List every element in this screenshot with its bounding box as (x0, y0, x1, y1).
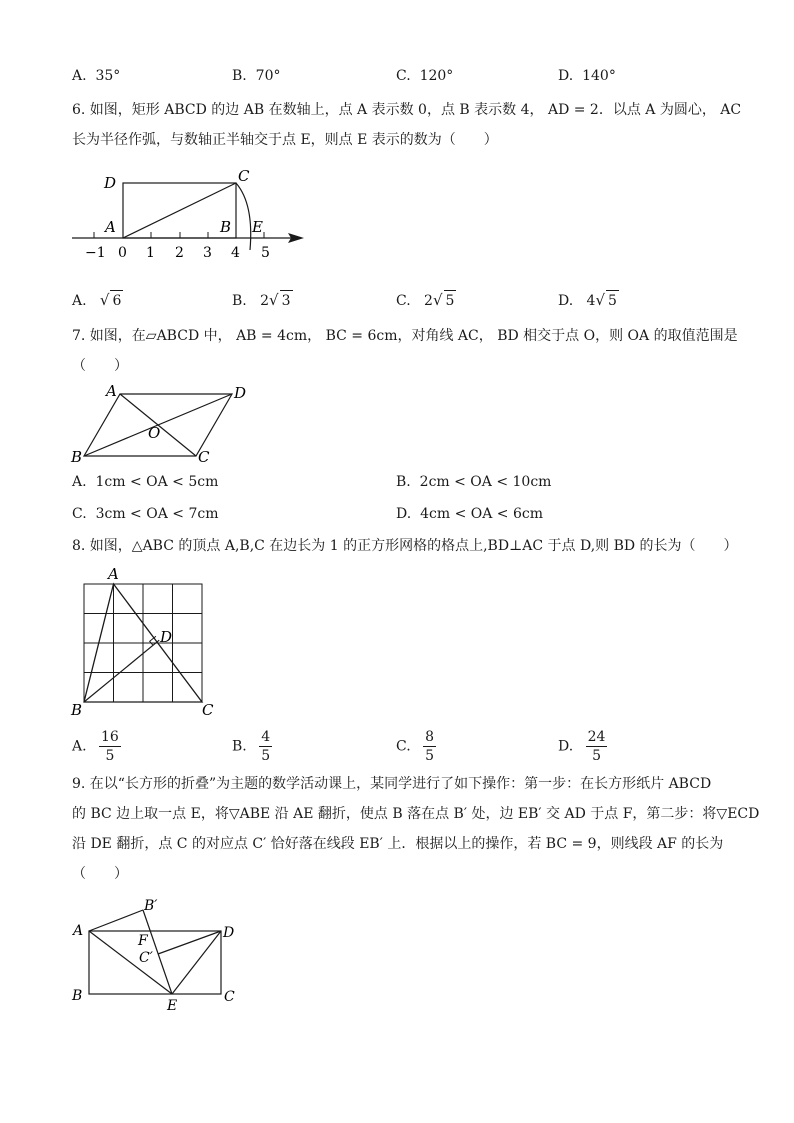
q7-figure (66, 380, 256, 466)
square-grid (84, 584, 202, 702)
label-o: O (148, 424, 161, 442)
q6-figure (60, 160, 320, 268)
tick-label-2: 2 (175, 245, 184, 261)
label-f: F (138, 933, 148, 949)
q7-option-c[interactable]: C. 3cm < OA < 7cm (72, 506, 219, 522)
q9-stem-line3: 沿 DE 翻折，点 C 的对应点 C′ 恰好落在线段 EB′ 上．根据以上的操作，若 BC = 9，则线段 AF 的长为 (72, 836, 724, 852)
q6-stem-line2: 长为半径作弧，与数轴正半轴交于点 E，则点 E 表示的数为（ ） (72, 132, 498, 148)
label-a: A (108, 565, 119, 583)
label-b-prime: B′ (144, 898, 158, 914)
label-e: E (252, 218, 263, 236)
label-b: B (220, 218, 232, 236)
fraction: $\frac{24}{5}$ (587, 729, 606, 764)
tick-label-5: 5 (261, 245, 270, 261)
q5-option-a[interactable]: A. 35° (72, 68, 121, 84)
q6-option-d[interactable]: D. 4√ 5 (558, 291, 617, 309)
sqrt-icon: √ (432, 291, 443, 309)
label-c: C (202, 701, 214, 719)
q6-stem-line1: 6. 如图，矩形 ABCD 的边 AB 在数轴上，点 A 表示数 0，点 B 表示数 4， AD = 2．以点 A 为圆心， AC (72, 102, 742, 118)
q6-option-b[interactable]: B. 2√ 3 (232, 291, 291, 309)
sqrt-icon: √ (99, 291, 110, 309)
segment-ae (89, 931, 172, 994)
q6-option-a[interactable]: A. √ 6 (72, 291, 122, 309)
q8-option-c[interactable]: C. $\frac{8}{5}$ (396, 729, 435, 764)
tick-label-0: 0 (118, 245, 127, 261)
tick-label-4: 4 (231, 245, 240, 261)
q8-figure (66, 564, 226, 720)
label-a: A (105, 218, 116, 236)
label-b: B (71, 701, 83, 719)
rectangle-abcd (89, 931, 221, 994)
q5-option-c[interactable]: C. 120° (396, 68, 454, 84)
fraction: $\frac{4}{5}$ (261, 729, 271, 764)
q7-stem-line1: 7. 如图，在▱ABCD 中， AB = 4cm， BC = 6cm，对角线 AC， BD 相交于点 O，则 OA 的取值范围是 (72, 328, 738, 344)
label-b: B (71, 448, 83, 466)
q7-stem-line2: （ ） (72, 358, 128, 374)
q5-option-d[interactable]: D. 140° (558, 68, 616, 84)
label-a: A (106, 382, 117, 400)
q9-stem-line4: （ ） (72, 866, 128, 882)
arc-ce (236, 183, 251, 250)
label-d: D (234, 384, 247, 402)
sqrt-icon: √ (595, 291, 606, 309)
q8-option-d[interactable]: D. $\frac{24}{5}$ (558, 729, 606, 764)
q7-option-d[interactable]: D. 4cm < OA < 6cm (396, 506, 543, 522)
tick-label-3: 3 (203, 245, 212, 261)
q6-option-c[interactable]: C. 2√ 5 (396, 291, 455, 309)
label-c: C (238, 167, 250, 185)
label-c: C (198, 448, 210, 466)
tick-label-neg1: −1 (85, 245, 106, 261)
label-b: B (72, 988, 83, 1004)
sqrt-icon: √ (269, 291, 279, 309)
fraction: $\frac{8}{5}$ (425, 729, 435, 764)
label-a: A (73, 923, 84, 939)
segment-ab1 (89, 910, 143, 931)
q9-figure (64, 894, 254, 1018)
q8-option-b[interactable]: B. $\frac{4}{5}$ (232, 729, 271, 764)
q9-stem-line2: 的 BC 边上取一点 E，将▽ABE 沿 AE 翻折，使点 B 落在点 B′ 处，边 EB′ 交 AD 于点 F，第二步：将▽ECD (72, 806, 760, 822)
label-d: D (104, 174, 117, 192)
label-e: E (167, 998, 178, 1014)
tick-label-1: 1 (146, 245, 155, 261)
q8-option-a[interactable]: A. $\frac{16}{5}$ (72, 729, 119, 764)
q8-stem-line1: 8. 如图，△ABC 的顶点 A,B,C 在边长为 1 的正方形网格的格点上,BD⊥AC 于点 D,则 BD 的长为（ ） (72, 538, 738, 554)
q7-option-a[interactable]: A. 1cm < OA < 5cm (72, 474, 219, 490)
segment-bd (84, 640, 159, 702)
q9-stem-line1: 9. 在以“长方形的折叠”为主题的数学活动课上，某同学进行了如下操作：第一步：在长方形纸片 ABCD (72, 776, 712, 792)
q7-option-b[interactable]: B. 2cm < OA < 10cm (396, 474, 552, 490)
q5-option-b[interactable]: B. 70° (232, 68, 281, 84)
label-c-prime: C′ (139, 950, 153, 966)
label-d: D (223, 925, 235, 941)
label-c: C (224, 989, 235, 1005)
fraction: $\frac{16}{5}$ (101, 729, 119, 764)
label-d: D (160, 628, 173, 646)
